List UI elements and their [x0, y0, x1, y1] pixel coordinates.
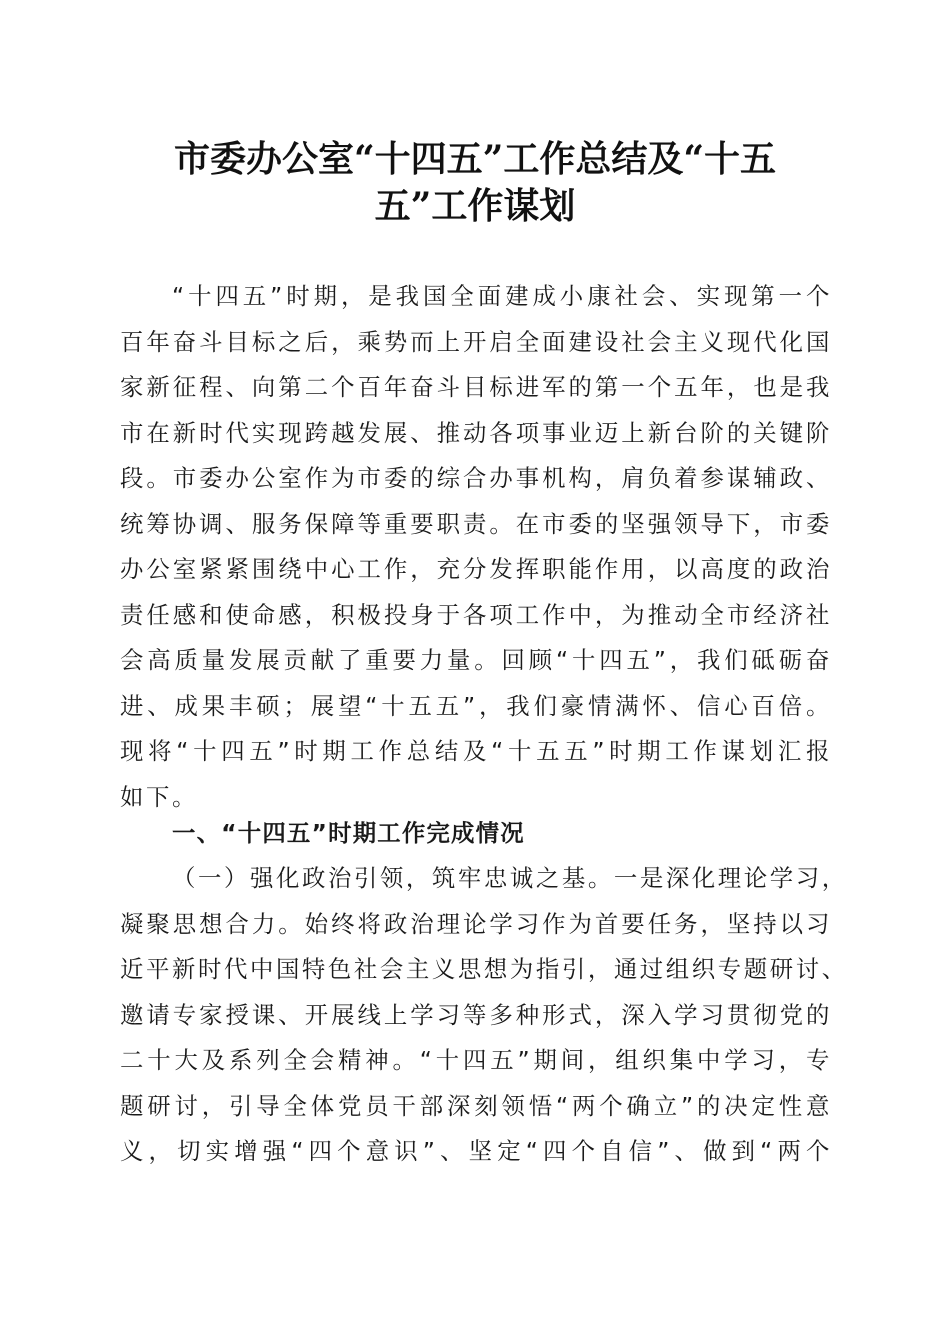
paragraph-line: 百年奋斗目标之后，乘势而上开启全面建设社会主义现代化国 — [120, 327, 832, 356]
section-heading — [120, 811, 832, 857]
paragraph-line: 市在新时代实现跨越发展、推动各项事业迈上新台阶的关键阶 — [120, 418, 832, 447]
paragraph-line: 义，切实增强“四个意识”、坚定“四个自信”、做到“两个 — [120, 1137, 832, 1165]
paragraph-line: 二十大及系列全会精神。“十四五”期间，组织集中学习，专 — [120, 1046, 832, 1074]
paragraph-line: 现将“十四五”时期工作总结及“十五五”时期工作谋划汇报 — [120, 737, 832, 765]
paragraph-line: 邀请专家授课、开展线上学习等多种形式，深入学习贯彻党的 — [120, 1000, 832, 1029]
paragraph-line: 凝聚思想合力。始终将政治理论学习作为首要任务，坚持以习 — [120, 909, 832, 938]
section-heading-text: 一、“十四五”时期工作完成情况 — [172, 819, 525, 847]
paragraph-line: 进、成果丰硕；展望“十五五”，我们豪情满怀、信心百倍。 — [120, 691, 832, 720]
paragraph-line: 责任感和使命感，积极投身于各项工作中，为推动全市经济社 — [120, 600, 832, 629]
paragraph-line: “十四五”时期，是我国全面建成小康社会、实现第一个 — [172, 282, 832, 310]
paragraph-line: 题研讨，引导全体党员干部深刻领悟“两个确立”的决定性意 — [120, 1091, 832, 1120]
paragraph-line: 统筹协调、服务保障等重要职责。在市委的坚强领导下，市委 — [120, 509, 832, 538]
title-line-1: 市委办公室“十四五”工作总结及“十五 — [173, 138, 777, 180]
intro-paragraph — [120, 274, 832, 820]
paragraph-line: 会高质量发展贡献了重要力量。回顾“十四五”，我们砥砺奋 — [120, 646, 832, 674]
paragraph-line: 近平新时代中国特色社会主义思想为指引，通过组织专题研讨、 — [120, 955, 848, 983]
paragraph-line: 如下。 — [120, 782, 198, 811]
document-title — [120, 136, 830, 230]
paragraph-line: 办公室紧紧围绕中心工作，充分发挥职能作用，以高度的政治 — [120, 555, 832, 583]
title-line-2: 五”工作谋划 — [374, 185, 576, 227]
paragraph-line: （一）强化政治引领，筑牢忠诚之基。一是深化理论学习， — [172, 864, 848, 892]
subsection-paragraph — [120, 856, 848, 1175]
paragraph-line: 家新征程、向第二个百年奋斗目标进军的第一个五年，也是我 — [120, 373, 832, 401]
paragraph-line: 段。市委办公室作为市委的综合办事机构，肩负着参谋辅政、 — [120, 464, 832, 492]
